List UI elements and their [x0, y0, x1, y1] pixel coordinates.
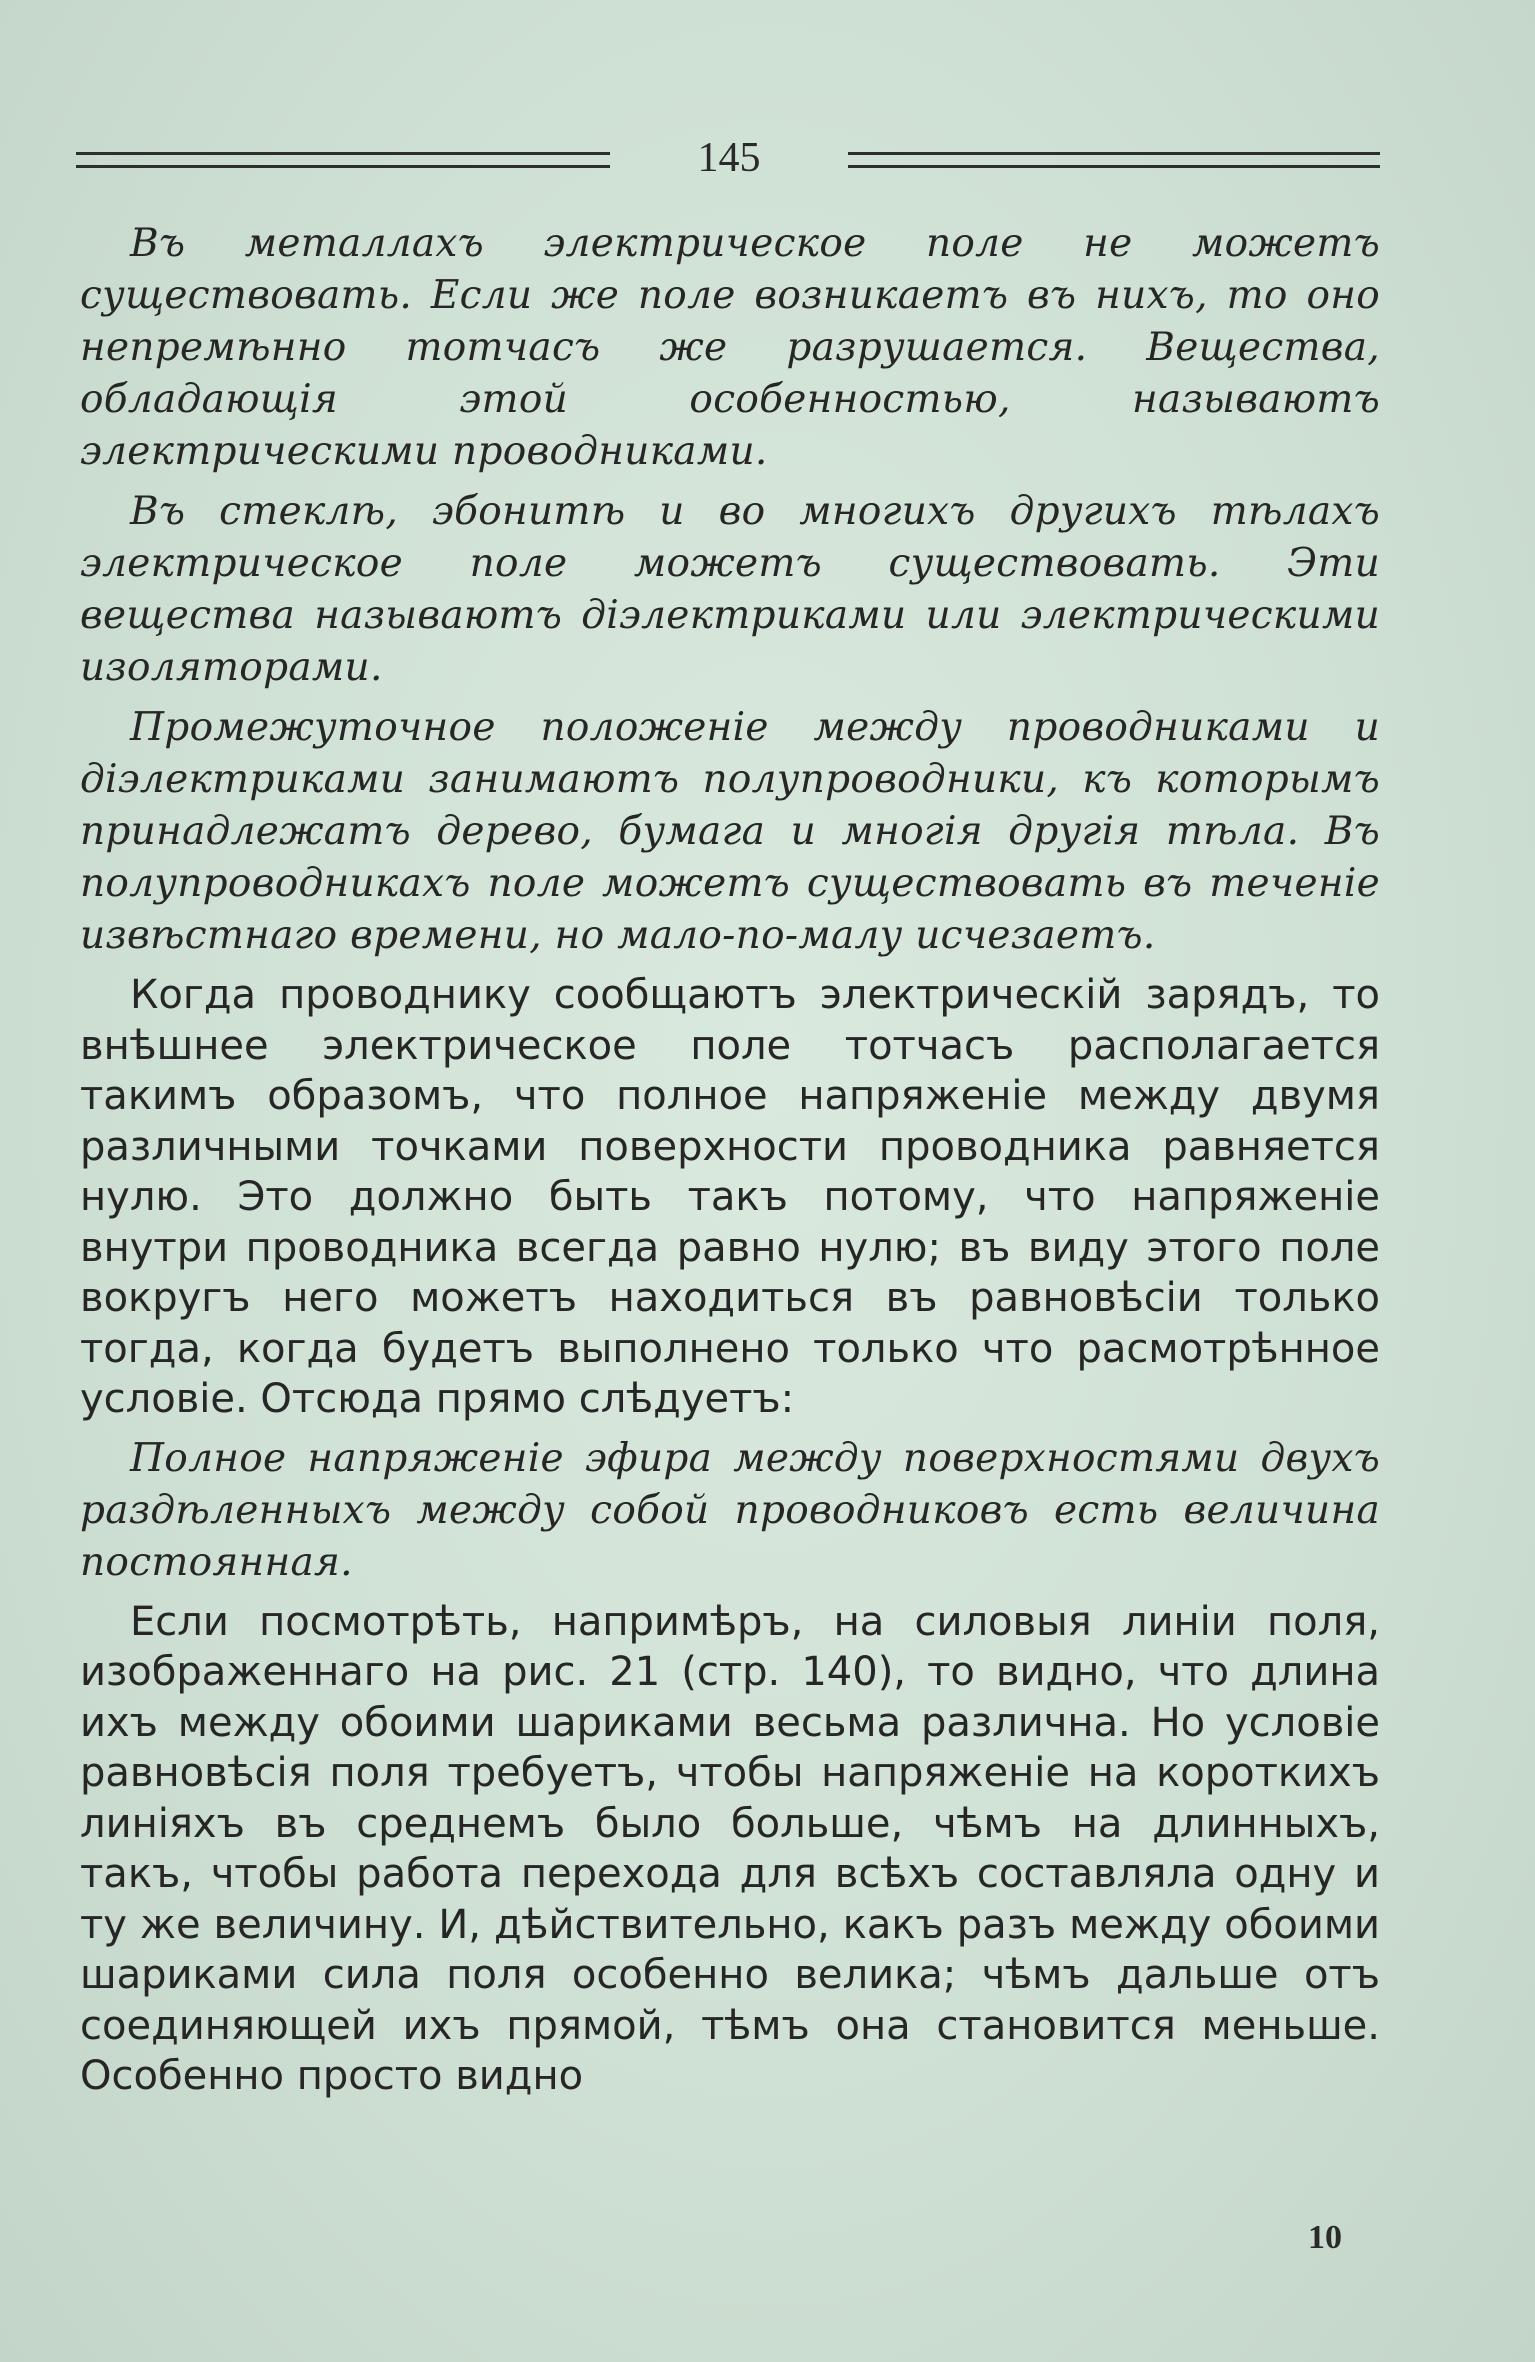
paragraph-semiconductors-definition: Промежуточное положеніе между проводниками и діэлектриками занимаютъ полупроводники, къ которымъ принадлежатъ дерево, бумага и многія другія тѣла. Въ полупроводникахъ поле можетъ существовать въ теченіе извѣстнаго времени, но мало-по-малу исчезаетъ.: [80, 705, 1380, 958]
signature-mark: 10: [1308, 2219, 1342, 2256]
page-body: [80, 218, 1380, 2110]
paragraph-voltage-law: Полное напряженіе эфира между поверхностями двухъ раздѣленныхъ между собой проводниковъ есть величина постоянная.: [80, 1435, 1380, 1585]
header-rule-right: [848, 152, 1380, 168]
paragraph-dielectrics-definition: Въ стеклѣ, эбонитѣ и во многихъ другихъ тѣлахъ электрическое поле можетъ существовать. Эти вещества называютъ діэлектриками или электрическими изоляторами.: [80, 489, 1380, 690]
page-number: 145: [697, 135, 761, 181]
header-rule-left: [76, 152, 610, 168]
page-header: [76, 128, 1380, 188]
paragraph-conductors-definition: Въ металлахъ электрическое поле не можетъ существовать. Если же поле возникаетъ въ нихъ, то оно непремѣнно тотчасъ же разрушается. Вещества, обладающія этой особенностью, называютъ электрическими проводниками.: [80, 221, 1380, 474]
paragraph-field-lines-example: Если посмотрѣть, напримѣръ, на силовыя линіи поля, изображеннаго на рис. 21 (стр. 140), то видно, что длина ихъ между обоими шариками весьма различна. Но условіе равновѣсія поля требуетъ, чтобы напряженіе на короткихъ линіяхъ въ среднемъ было больше, чѣмъ на длинныхъ, такъ, чтобы работа перехода для всѣхъ составляла одну и ту же величину. И, дѣйствительно, какъ разъ между обоими шариками сила поля особенно велика; чѣмъ дальше отъ соединяющей ихъ прямой, тѣмъ она становится меньше. Особенно просто видно: [80, 1598, 1380, 2099]
paragraph-conductor-charge: Когда проводнику сообщаютъ электрическій зарядъ, то внѣшнее электрическое поле тотчасъ располагается такимъ образомъ, что полное напряженіе между двумя различными точками поверхности проводника равняется нулю. Это должно быть такъ потому, что напряженіе внутри проводника всегда равно нулю; въ виду этого поле вокругъ него можетъ находиться въ равновѣсіи только тогда, когда будетъ выполнено только что расмотрѣнное условіе. Отсюда прямо слѣдуетъ:: [80, 972, 1380, 1422]
